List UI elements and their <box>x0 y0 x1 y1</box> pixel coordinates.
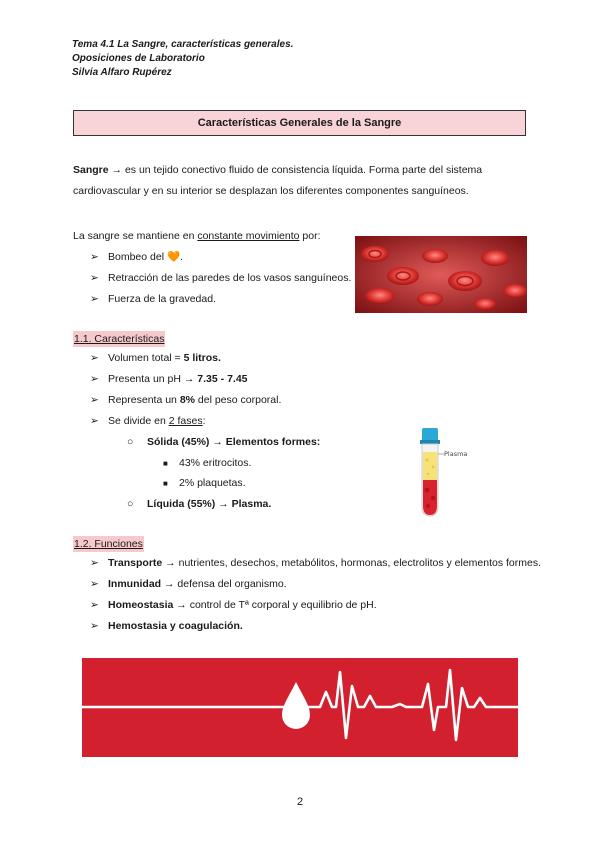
section-title-functions: 1.2. Funciones <box>74 538 143 550</box>
list-item <box>90 289 351 310</box>
intro-term: Sangre <box>73 164 109 176</box>
list-item <box>90 268 351 289</box>
arrow-bullet-icon: ➢ <box>90 293 99 305</box>
movement-list <box>90 247 351 310</box>
square-bullet-icon: ■ <box>163 479 168 488</box>
blood-test-tube-image <box>410 426 480 520</box>
list-item <box>90 574 541 595</box>
list-item <box>90 411 281 432</box>
list-item <box>90 616 541 637</box>
movement-item3-text: Fuerza de la gravedad. <box>108 293 216 305</box>
tube-plasma-label: Plasma <box>444 450 468 458</box>
heartbeat-banner-image <box>82 658 518 757</box>
arrow-bullet-icon: ➢ <box>90 394 99 406</box>
movement-item1-text: Bombeo del <box>108 251 167 263</box>
arrow-bullet-icon: ➢ <box>90 599 99 611</box>
liquid-phase-item <box>127 494 271 515</box>
function-transport-text: → nutrientes, desechos, metabólitos, hormonas, electrolitos y elementos formes. <box>162 557 542 569</box>
weight-prefix: Representa un <box>108 394 180 406</box>
square-bullet-icon: ■ <box>163 459 168 468</box>
list-item <box>90 553 541 574</box>
movement-lead-underlined: constante movimiento <box>197 230 300 242</box>
section-title-characteristics: 1.1. Características <box>74 333 165 345</box>
platelets-text: 2% plaquetas. <box>179 477 246 489</box>
header-topic: Tema 4.1 La Sangre, características generales. <box>72 39 294 50</box>
page-title: Características Generales de la Sangre <box>73 110 526 136</box>
list-item <box>90 390 281 411</box>
arrow-bullet-icon: ➢ <box>90 251 99 263</box>
arrow-bullet-icon: ➢ <box>90 578 99 590</box>
volume-value: 5 litros. <box>183 352 221 364</box>
liquid-phase-text: Líquida (55%) → Plasma. <box>147 498 272 510</box>
ph-prefix: Presenta un pH → <box>108 373 198 385</box>
ph-value: 7.35 - 7.45 <box>197 373 248 385</box>
header-author: Silvia Alfaro Rupérez <box>72 67 172 78</box>
functions-list <box>90 553 541 637</box>
characteristics-list <box>90 348 281 432</box>
phases-underlined: 2 fases <box>168 415 203 427</box>
function-hemostasis-label: Hemostasia y coagulación. <box>108 620 243 632</box>
solid-phase-text: Sólida (45%) → Elementos formes: <box>147 436 321 448</box>
page-number: 2 <box>296 796 304 808</box>
function-immunity-label: Inmunidad <box>108 578 162 590</box>
red-blood-cells-image <box>355 236 527 313</box>
movement-item1-suffix: . <box>180 251 183 263</box>
arrow-bullet-icon: ➢ <box>90 373 99 385</box>
function-immunity-text: → defensa del organismo. <box>161 578 287 590</box>
arrow-bullet-icon: ➢ <box>90 557 99 569</box>
intro-paragraph <box>73 160 528 202</box>
header-exam: Oposiciones de Laboratorio <box>72 53 205 64</box>
heart-icon: 🧡 <box>166 251 181 263</box>
circle-bullet-icon: ○ <box>127 498 134 510</box>
intro-text: → es un tejido conectivo fluido de consistencia líquida. Forma parte del sistema cardiovascular y en su interior se desplazan los diferentes componentes sanguíneos. <box>73 164 483 197</box>
movement-lead-suffix: por: <box>299 230 321 242</box>
weight-suffix: del peso corporal. <box>195 394 282 406</box>
arrow-bullet-icon: ➢ <box>90 352 99 364</box>
phases-suffix: : <box>202 415 206 427</box>
list-item <box>90 247 351 268</box>
document-header <box>72 38 293 80</box>
list-item <box>90 369 281 390</box>
circle-bullet-icon: ○ <box>127 436 134 448</box>
function-homeostasis-text: → control de Tª corporal y equilibrio de pH. <box>173 599 377 611</box>
volume-prefix: Volumen total = <box>108 352 184 364</box>
arrow-bullet-icon: ➢ <box>90 415 99 427</box>
erythrocytes-item <box>163 453 251 474</box>
movement-lead-prefix: La sangre se mantiene en <box>73 230 198 242</box>
movement-item2-text: Retracción de las paredes de los vasos sanguíneos. <box>108 272 352 284</box>
weight-value: 8% <box>179 394 195 406</box>
platelets-item <box>163 473 246 494</box>
erythrocytes-text: 43% eritrocitos. <box>179 457 252 469</box>
function-transport-label: Transporte <box>108 557 163 569</box>
solid-phase-item <box>127 432 320 453</box>
arrow-bullet-icon: ➢ <box>90 620 99 632</box>
arrow-bullet-icon: ➢ <box>90 272 99 284</box>
list-item <box>90 348 281 369</box>
phases-prefix: Se divide en <box>108 415 169 427</box>
list-item <box>90 595 541 616</box>
function-homeostasis-label: Homeostasia <box>108 599 174 611</box>
